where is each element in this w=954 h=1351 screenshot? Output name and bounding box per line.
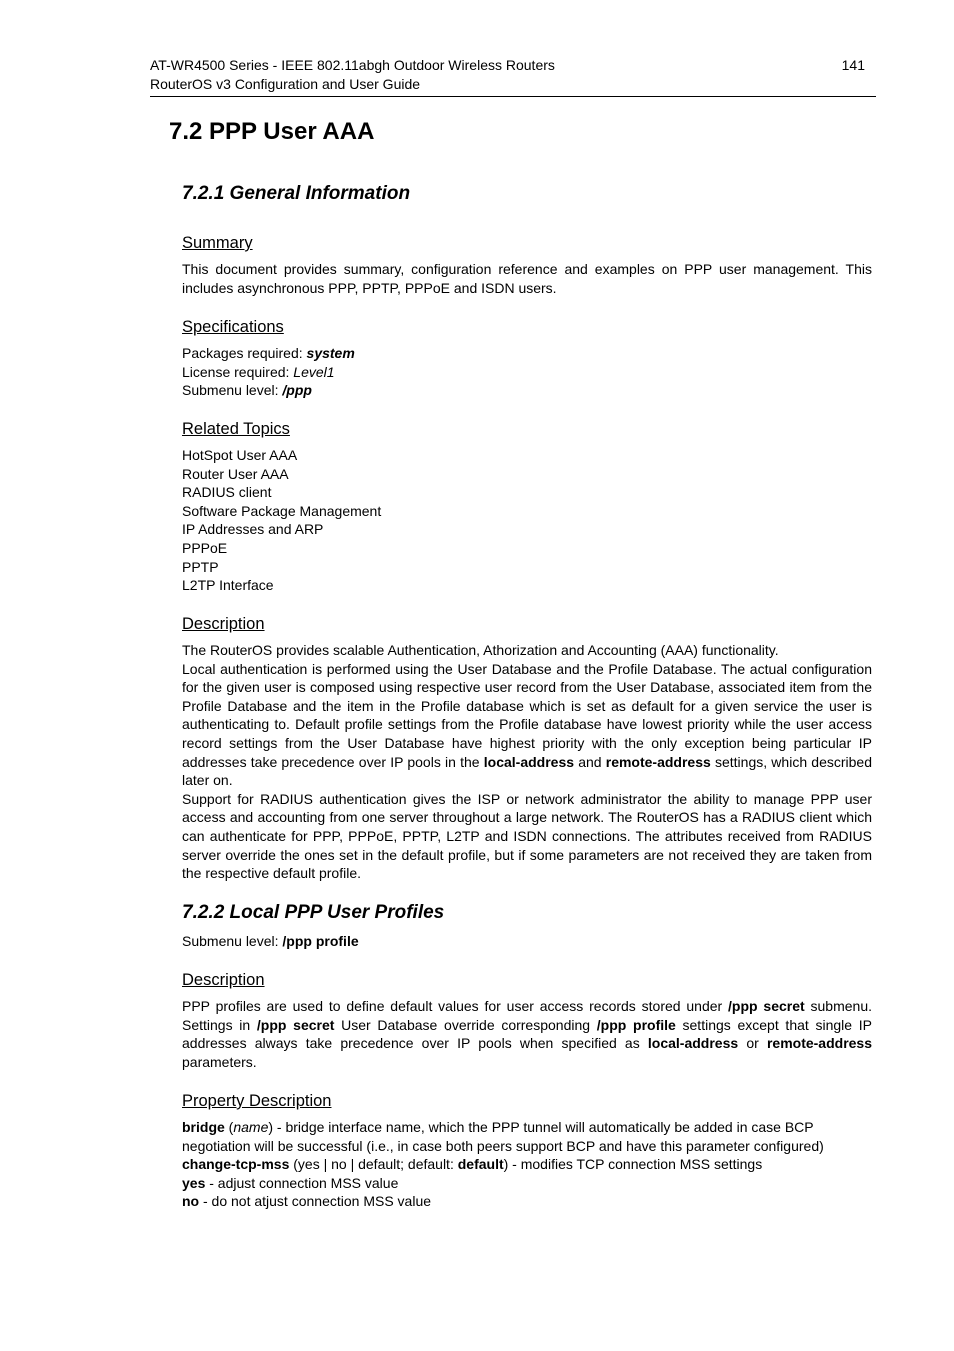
header-subtitle: RouterOS v3 Configuration and User Guide (150, 76, 421, 92)
specifications-list (182, 344, 872, 400)
property-description-heading: Property Description (182, 1092, 332, 1110)
page-header (150, 56, 865, 94)
license-required: License required: Level1 (182, 363, 335, 380)
related-topic[interactable]: Software Package Management (182, 502, 382, 519)
related-topic[interactable]: HotSpot User AAA (182, 447, 298, 463)
local-ppp-user-profiles-heading: 7.2.2 Local PPP User Profiles (182, 902, 445, 923)
description-intro: The RouterOS provides scalable Authentication, Athorization and Accounting (AAA) functionality. (182, 642, 779, 658)
related-topics-heading: Related Topics (182, 420, 290, 438)
packages-required: Packages required: system (182, 345, 355, 361)
license-value: Level1 (293, 363, 335, 380)
profiles-description-heading: Description (182, 971, 265, 989)
description-local-auth: Local authentication is performed using the User Database and the Profile Database. The actual configuration for the given user is composed using respective user record from the User Database, associated item from the Profile Database and the item in the Profile database which is set as default for a given service the user is authenticating to. Default profile settings from the Profile database have lowest priority while the user access record settings from the User Database have highest priority with the only exception being particular IP addresses take precedence over IP pools in the local-address and remote-address settings, which described later on. (182, 660, 872, 789)
related-topic[interactable]: L2TP Interface (182, 577, 274, 594)
general-information-heading: 7.2.1 General Information (182, 183, 411, 204)
summary-text: This document provides summary, configuration reference and examples on PPP user management. This includes asynchronous PPP, PPTP, PPPoE and ISDN users. (182, 261, 872, 296)
section-title: 7.2 PPP User AAA (169, 118, 375, 145)
submenu-level: Submenu level: /ppp (182, 382, 312, 399)
submenu-value: /ppp (282, 382, 312, 399)
summary-heading: Summary (182, 234, 253, 252)
description-text (182, 641, 872, 883)
header-title: AT-WR4500 Series - IEEE 802.11abgh Outdoor Wireless Routers (150, 57, 555, 73)
property-change-tcp-mss: change-tcp-mss (yes | no | default; default: default) - modifies TCP connection MSS settings (182, 1156, 763, 1173)
related-topic[interactable]: PPTP (182, 558, 219, 575)
page-number: 141 (841, 57, 865, 73)
profiles-description-text: PPP profiles are used to define default values for user access records stored under /ppp secret submenu. Settings in /ppp secret User Database override corresponding /ppp profile settings except that single IP addresses always take precedence over IP pools when specified as local-address or remote-address parameters. (182, 998, 873, 1070)
related-topic[interactable]: PPPoE (182, 539, 228, 556)
property-bridge: bridge (name) - bridge interface name, which the PPP tunnel will automatically be added in case BCP negotiation will be successful (i.e., in case both peers support BCP and have this parameter configured) (182, 1119, 824, 1154)
profiles-submenu-level: Submenu level: /ppp profile (182, 933, 359, 949)
specifications-heading: Specifications (182, 318, 284, 336)
property-option-yes: yes - adjust connection MSS value (182, 1174, 399, 1191)
header-rule (150, 96, 876, 97)
related-topic[interactable]: RADIUS client (182, 484, 272, 501)
related-topics-list (182, 446, 872, 595)
related-topic[interactable]: IP Addresses and ARP (182, 521, 324, 538)
related-topic[interactable]: Router User AAA (182, 465, 289, 482)
property-option-no: no - do not atjust connection MSS value (182, 1193, 432, 1210)
property-list (182, 1118, 872, 1211)
description-radius: Support for RADIUS authentication gives the ISP or network administrator the ability to manage PPP user access and accounting from one server throughout a large network. The RouterOS has a RADIUS client which can authenticate for PPP, PPPoE, PPTP, L2TP and ISDN connections. The attributes received from RADIUS server override the ones set in the default profile, but if some parameters are not received they are taken from the respective default profile. (182, 790, 872, 882)
profiles-submenu-value: /ppp profile (282, 933, 359, 949)
packages-value: system (306, 345, 355, 361)
description-heading: Description (182, 615, 265, 633)
